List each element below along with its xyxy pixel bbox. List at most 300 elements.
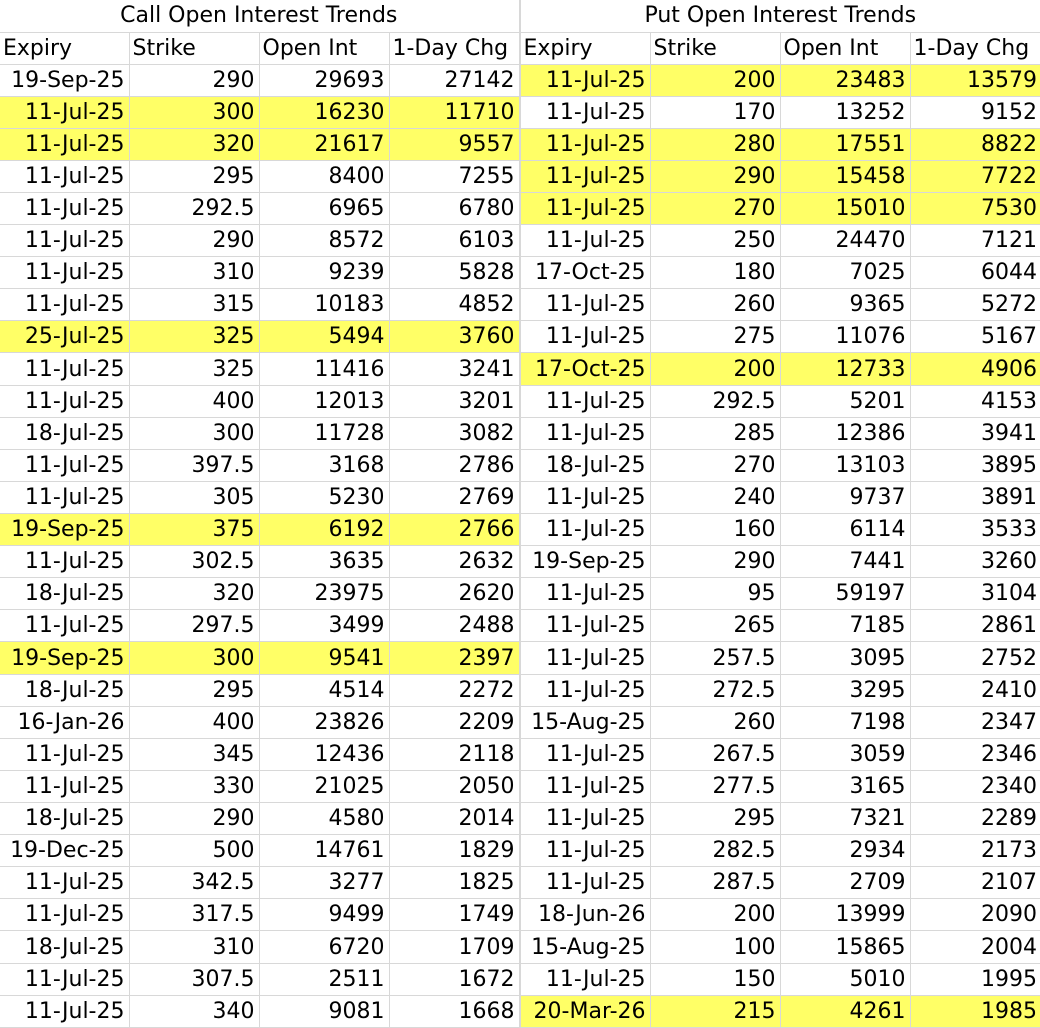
put-cell-1-day-chg[interactable]: 3260: [910, 546, 1040, 578]
put-cell-1-day-chg[interactable]: 13579: [910, 64, 1040, 96]
put-table-row: [520, 738, 1040, 770]
put-cell-expiry[interactable]: 11-Jul-25: [520, 289, 650, 321]
put-cell-strike[interactable]: 285: [650, 417, 780, 449]
put-cell-open-int[interactable]: 13103: [780, 449, 910, 481]
put-cell-strike[interactable]: 277.5: [650, 770, 780, 802]
call-cell-open-int[interactable]: 8572: [259, 225, 389, 257]
call-cell-expiry[interactable]: 16-Jan-26: [0, 706, 129, 738]
call-cell-open-int[interactable]: 23975: [259, 578, 389, 610]
put-cell-strike[interactable]: 270: [650, 449, 780, 481]
call-cell-open-int[interactable]: 3277: [259, 867, 389, 899]
put-cell-1-day-chg[interactable]: 5167: [910, 321, 1040, 353]
call-cell-1-day-chg[interactable]: 3201: [389, 385, 519, 417]
call-cell-strike[interactable]: 310: [129, 931, 259, 963]
call-cell-strike[interactable]: 342.5: [129, 867, 259, 899]
call-cell-1-day-chg[interactable]: 2786: [389, 449, 519, 481]
put-cell-strike[interactable]: 267.5: [650, 738, 780, 770]
put-cell-expiry[interactable]: 17-Oct-25: [520, 353, 650, 385]
put-cell-expiry[interactable]: 11-Jul-25: [520, 738, 650, 770]
put-cell-open-int[interactable]: 7441: [780, 546, 910, 578]
put-cell-strike[interactable]: 200: [650, 899, 780, 931]
put-cell-strike[interactable]: 100: [650, 931, 780, 963]
put-cell-open-int[interactable]: 24470: [780, 225, 910, 257]
put-header-strike[interactable]: Strike: [650, 32, 780, 64]
put-header-expiry[interactable]: Expiry: [520, 32, 650, 64]
call-header-1-day-chg[interactable]: 1-Day Chg: [389, 32, 519, 64]
put-cell-expiry[interactable]: 11-Jul-25: [520, 674, 650, 706]
call-table-row: [0, 353, 519, 385]
put-table-row: [520, 321, 1040, 353]
put-cell-expiry[interactable]: 11-Jul-25: [520, 385, 650, 417]
put-cell-expiry[interactable]: 11-Jul-25: [520, 160, 650, 192]
put-table-title: Put Open Interest Trends: [520, 0, 1040, 32]
call-cell-expiry[interactable]: 18-Jul-25: [0, 674, 129, 706]
put-table-row: [520, 835, 1040, 867]
put-cell-open-int[interactable]: 2934: [780, 835, 910, 867]
call-cell-1-day-chg[interactable]: 6780: [389, 192, 519, 224]
call-cell-strike[interactable]: 330: [129, 770, 259, 802]
call-cell-expiry[interactable]: 11-Jul-25: [0, 738, 129, 770]
put-cell-expiry[interactable]: 11-Jul-25: [520, 64, 650, 96]
call-cell-strike[interactable]: 340: [129, 995, 259, 1027]
put-cell-strike[interactable]: 240: [650, 481, 780, 513]
call-cell-1-day-chg[interactable]: 2272: [389, 674, 519, 706]
call-cell-strike[interactable]: 305: [129, 481, 259, 513]
call-cell-open-int[interactable]: 2511: [259, 963, 389, 995]
call-table-row: [0, 931, 519, 963]
call-cell-strike[interactable]: 310: [129, 257, 259, 289]
put-cell-open-int[interactable]: 15458: [780, 160, 910, 192]
call-cell-1-day-chg[interactable]: 2488: [389, 610, 519, 642]
call-cell-expiry[interactable]: 19-Dec-25: [0, 835, 129, 867]
call-cell-1-day-chg[interactable]: 1672: [389, 963, 519, 995]
call-cell-1-day-chg[interactable]: 7255: [389, 160, 519, 192]
put-cell-strike[interactable]: 282.5: [650, 835, 780, 867]
call-cell-open-int[interactable]: 11416: [259, 353, 389, 385]
put-table-row: [520, 128, 1040, 160]
call-cell-expiry[interactable]: 11-Jul-25: [0, 963, 129, 995]
put-table-row: [520, 867, 1040, 899]
put-cell-expiry[interactable]: 11-Jul-25: [520, 770, 650, 802]
call-cell-open-int[interactable]: 4580: [259, 803, 389, 835]
put-cell-open-int[interactable]: 7321: [780, 803, 910, 835]
put-cell-open-int[interactable]: 3165: [780, 770, 910, 802]
call-cell-expiry[interactable]: 11-Jul-25: [0, 128, 129, 160]
call-table-row: [0, 192, 519, 224]
call-cell-open-int[interactable]: 9541: [259, 642, 389, 674]
call-cell-1-day-chg[interactable]: 9557: [389, 128, 519, 160]
call-cell-expiry[interactable]: 18-Jul-25: [0, 931, 129, 963]
call-cell-expiry[interactable]: 11-Jul-25: [0, 899, 129, 931]
put-cell-expiry[interactable]: 11-Jul-25: [520, 803, 650, 835]
call-table-row: [0, 449, 519, 481]
put-cell-open-int[interactable]: 11076: [780, 321, 910, 353]
put-header-1-day-chg[interactable]: 1-Day Chg: [910, 32, 1040, 64]
call-cell-1-day-chg[interactable]: 1668: [389, 995, 519, 1027]
put-cell-expiry[interactable]: 11-Jul-25: [520, 642, 650, 674]
put-cell-strike[interactable]: 150: [650, 963, 780, 995]
call-cell-1-day-chg[interactable]: 2620: [389, 578, 519, 610]
call-cell-open-int[interactable]: 9499: [259, 899, 389, 931]
call-cell-expiry[interactable]: 11-Jul-25: [0, 867, 129, 899]
put-cell-strike[interactable]: 290: [650, 160, 780, 192]
put-cell-1-day-chg[interactable]: 8822: [910, 128, 1040, 160]
put-cell-1-day-chg[interactable]: 2090: [910, 899, 1040, 931]
call-cell-expiry[interactable]: 11-Jul-25: [0, 610, 129, 642]
call-cell-expiry[interactable]: 11-Jul-25: [0, 995, 129, 1027]
put-cell-1-day-chg[interactable]: 6044: [910, 257, 1040, 289]
put-cell-1-day-chg[interactable]: 2347: [910, 706, 1040, 738]
call-cell-expiry[interactable]: 19-Sep-25: [0, 514, 129, 546]
call-header-open-int[interactable]: Open Int: [259, 32, 389, 64]
put-cell-strike[interactable]: 95: [650, 578, 780, 610]
put-cell-open-int[interactable]: 3095: [780, 642, 910, 674]
put-cell-expiry[interactable]: 18-Jul-25: [520, 449, 650, 481]
put-cell-open-int[interactable]: 9365: [780, 289, 910, 321]
put-cell-1-day-chg[interactable]: 2752: [910, 642, 1040, 674]
put-cell-strike[interactable]: 292.5: [650, 385, 780, 417]
call-cell-1-day-chg[interactable]: 1829: [389, 835, 519, 867]
call-cell-expiry[interactable]: 18-Jul-25: [0, 578, 129, 610]
put-cell-open-int[interactable]: 59197: [780, 578, 910, 610]
call-cell-strike[interactable]: 375: [129, 514, 259, 546]
call-cell-open-int[interactable]: 9081: [259, 995, 389, 1027]
put-cell-1-day-chg[interactable]: 1985: [910, 995, 1040, 1027]
call-cell-strike[interactable]: 300: [129, 642, 259, 674]
call-cell-open-int[interactable]: 3168: [259, 449, 389, 481]
call-cell-1-day-chg[interactable]: 5828: [389, 257, 519, 289]
put-cell-strike[interactable]: 275: [650, 321, 780, 353]
put-cell-open-int[interactable]: 2709: [780, 867, 910, 899]
put-cell-open-int[interactable]: 15010: [780, 192, 910, 224]
call-cell-expiry[interactable]: 25-Jul-25: [0, 321, 129, 353]
call-cell-expiry[interactable]: 11-Jul-25: [0, 289, 129, 321]
call-cell-open-int[interactable]: 10183: [259, 289, 389, 321]
call-cell-open-int[interactable]: 6965: [259, 192, 389, 224]
put-table-row: [520, 931, 1040, 963]
put-header-open-int[interactable]: Open Int: [780, 32, 910, 64]
put-cell-expiry[interactable]: 11-Jul-25: [520, 963, 650, 995]
call-cell-expiry[interactable]: 19-Sep-25: [0, 642, 129, 674]
call-table-row: [0, 160, 519, 192]
put-cell-1-day-chg[interactable]: 7121: [910, 225, 1040, 257]
put-cell-expiry[interactable]: 11-Jul-25: [520, 514, 650, 546]
call-cell-strike[interactable]: 345: [129, 738, 259, 770]
call-cell-strike[interactable]: 400: [129, 706, 259, 738]
call-cell-strike[interactable]: 397.5: [129, 449, 259, 481]
call-table-row: [0, 321, 519, 353]
call-cell-strike[interactable]: 320: [129, 578, 259, 610]
call-table-row: [0, 642, 519, 674]
put-table-row: [520, 257, 1040, 289]
call-table-row: [0, 867, 519, 899]
put-cell-strike[interactable]: 215: [650, 995, 780, 1027]
call-cell-1-day-chg[interactable]: 4852: [389, 289, 519, 321]
call-cell-expiry[interactable]: 11-Jul-25: [0, 546, 129, 578]
call-cell-1-day-chg[interactable]: 1709: [389, 931, 519, 963]
put-table-row: [520, 225, 1040, 257]
call-cell-open-int[interactable]: 6192: [259, 514, 389, 546]
put-cell-expiry[interactable]: 11-Jul-25: [520, 835, 650, 867]
call-cell-strike[interactable]: 295: [129, 674, 259, 706]
call-cell-strike[interactable]: 290: [129, 803, 259, 835]
call-table-row: [0, 803, 519, 835]
put-cell-open-int[interactable]: 5010: [780, 963, 910, 995]
put-cell-open-int[interactable]: 12733: [780, 353, 910, 385]
put-cell-1-day-chg[interactable]: 2173: [910, 835, 1040, 867]
call-cell-open-int[interactable]: 5230: [259, 481, 389, 513]
call-table-title: Call Open Interest Trends: [0, 0, 519, 32]
call-cell-open-int[interactable]: 16230: [259, 96, 389, 128]
call-cell-expiry[interactable]: 18-Jul-25: [0, 417, 129, 449]
call-cell-expiry[interactable]: 11-Jul-25: [0, 160, 129, 192]
put-cell-1-day-chg[interactable]: 5272: [910, 289, 1040, 321]
put-cell-strike[interactable]: 265: [650, 610, 780, 642]
call-cell-open-int[interactable]: 8400: [259, 160, 389, 192]
call-table-row: [0, 64, 519, 96]
put-cell-open-int[interactable]: 7185: [780, 610, 910, 642]
put-table-row: [520, 963, 1040, 995]
call-cell-strike[interactable]: 325: [129, 353, 259, 385]
put-cell-open-int[interactable]: 15865: [780, 931, 910, 963]
call-cell-strike[interactable]: 320: [129, 128, 259, 160]
call-table-row: [0, 225, 519, 257]
call-cell-1-day-chg[interactable]: 2050: [389, 770, 519, 802]
call-cell-strike[interactable]: 302.5: [129, 546, 259, 578]
put-table-body: [520, 64, 1040, 1028]
call-cell-open-int[interactable]: 14761: [259, 835, 389, 867]
put-cell-strike[interactable]: 250: [650, 225, 780, 257]
put-cell-open-int[interactable]: 13252: [780, 96, 910, 128]
call-cell-1-day-chg[interactable]: 3760: [389, 321, 519, 353]
put-cell-open-int[interactable]: 23483: [780, 64, 910, 96]
put-cell-open-int[interactable]: 3295: [780, 674, 910, 706]
put-cell-expiry[interactable]: 20-Mar-26: [520, 995, 650, 1027]
call-table-row: [0, 514, 519, 546]
put-cell-open-int[interactable]: 13999: [780, 899, 910, 931]
put-cell-expiry[interactable]: 11-Jul-25: [520, 128, 650, 160]
call-table-row: [0, 610, 519, 642]
call-table-row: [0, 578, 519, 610]
call-cell-open-int[interactable]: 5494: [259, 321, 389, 353]
call-cell-1-day-chg[interactable]: 1749: [389, 899, 519, 931]
call-cell-expiry[interactable]: 11-Jul-25: [0, 225, 129, 257]
put-cell-1-day-chg[interactable]: 2004: [910, 931, 1040, 963]
call-cell-strike[interactable]: 295: [129, 160, 259, 192]
call-cell-strike[interactable]: 400: [129, 385, 259, 417]
put-table-row: [520, 417, 1040, 449]
put-cell-strike[interactable]: 200: [650, 353, 780, 385]
call-table-row: [0, 417, 519, 449]
put-cell-expiry[interactable]: 11-Jul-25: [520, 610, 650, 642]
call-cell-1-day-chg[interactable]: 6103: [389, 225, 519, 257]
call-cell-1-day-chg[interactable]: 2769: [389, 481, 519, 513]
put-cell-strike[interactable]: 290: [650, 546, 780, 578]
call-cell-strike[interactable]: 297.5: [129, 610, 259, 642]
call-table-row: [0, 995, 519, 1027]
put-cell-expiry[interactable]: 19-Sep-25: [520, 546, 650, 578]
put-table-row: [520, 64, 1040, 96]
put-table-row: [520, 610, 1040, 642]
call-cell-open-int[interactable]: 21617: [259, 128, 389, 160]
put-cell-1-day-chg[interactable]: 7530: [910, 192, 1040, 224]
put-table-row: [520, 899, 1040, 931]
put-table-row: [520, 803, 1040, 835]
call-cell-strike[interactable]: 500: [129, 835, 259, 867]
put-cell-expiry[interactable]: 15-Aug-25: [520, 931, 650, 963]
put-cell-1-day-chg[interactable]: 3891: [910, 481, 1040, 513]
call-cell-expiry[interactable]: 11-Jul-25: [0, 257, 129, 289]
call-cell-open-int[interactable]: 23826: [259, 706, 389, 738]
put-cell-1-day-chg[interactable]: 2289: [910, 803, 1040, 835]
call-cell-strike[interactable]: 300: [129, 96, 259, 128]
put-cell-expiry[interactable]: 11-Jul-25: [520, 225, 650, 257]
call-table-row: [0, 96, 519, 128]
call-cell-strike[interactable]: 317.5: [129, 899, 259, 931]
put-cell-open-int[interactable]: 6114: [780, 514, 910, 546]
call-cell-open-int[interactable]: 21025: [259, 770, 389, 802]
call-cell-1-day-chg[interactable]: 3082: [389, 417, 519, 449]
put-cell-expiry[interactable]: 11-Jul-25: [520, 96, 650, 128]
put-cell-1-day-chg[interactable]: 3941: [910, 417, 1040, 449]
call-cell-open-int[interactable]: 6720: [259, 931, 389, 963]
call-table-row: [0, 385, 519, 417]
put-table-row: [520, 770, 1040, 802]
put-cell-expiry[interactable]: 17-Oct-25: [520, 257, 650, 289]
call-table-row: [0, 738, 519, 770]
call-cell-open-int[interactable]: 4514: [259, 674, 389, 706]
call-cell-open-int[interactable]: 12436: [259, 738, 389, 770]
put-cell-1-day-chg[interactable]: 2346: [910, 738, 1040, 770]
call-cell-1-day-chg[interactable]: 2014: [389, 803, 519, 835]
put-table-row: [520, 353, 1040, 385]
call-cell-strike[interactable]: 290: [129, 64, 259, 96]
put-cell-strike[interactable]: 295: [650, 803, 780, 835]
put-cell-expiry[interactable]: 15-Aug-25: [520, 706, 650, 738]
put-cell-1-day-chg[interactable]: 2410: [910, 674, 1040, 706]
call-cell-open-int[interactable]: 29693: [259, 64, 389, 96]
put-cell-strike[interactable]: 260: [650, 289, 780, 321]
call-cell-1-day-chg[interactable]: 2118: [389, 738, 519, 770]
put-cell-expiry[interactable]: 11-Jul-25: [520, 321, 650, 353]
put-table-row: [520, 385, 1040, 417]
call-table-row: [0, 706, 519, 738]
put-cell-open-int[interactable]: 7025: [780, 257, 910, 289]
put-cell-strike[interactable]: 272.5: [650, 674, 780, 706]
put-table-row: [520, 449, 1040, 481]
put-cell-strike[interactable]: 270: [650, 192, 780, 224]
call-cell-1-day-chg[interactable]: 11710: [389, 96, 519, 128]
call-table-row: [0, 963, 519, 995]
call-cell-expiry[interactable]: 11-Jul-25: [0, 96, 129, 128]
call-cell-expiry[interactable]: 11-Jul-25: [0, 481, 129, 513]
put-cell-open-int[interactable]: 9737: [780, 481, 910, 513]
put-cell-1-day-chg[interactable]: 2861: [910, 610, 1040, 642]
put-cell-1-day-chg[interactable]: 2340: [910, 770, 1040, 802]
call-cell-strike[interactable]: 307.5: [129, 963, 259, 995]
put-cell-1-day-chg[interactable]: 4906: [910, 353, 1040, 385]
call-cell-strike[interactable]: 292.5: [129, 192, 259, 224]
put-cell-1-day-chg[interactable]: 4153: [910, 385, 1040, 417]
call-cell-expiry[interactable]: 18-Jul-25: [0, 803, 129, 835]
put-cell-1-day-chg[interactable]: 3104: [910, 578, 1040, 610]
call-cell-expiry[interactable]: 11-Jul-25: [0, 449, 129, 481]
call-table-row: [0, 899, 519, 931]
call-cell-expiry[interactable]: 11-Jul-25: [0, 192, 129, 224]
put-cell-open-int[interactable]: 7198: [780, 706, 910, 738]
call-cell-expiry[interactable]: 19-Sep-25: [0, 64, 129, 96]
put-cell-open-int[interactable]: 17551: [780, 128, 910, 160]
call-header-strike[interactable]: Strike: [129, 32, 259, 64]
put-cell-strike[interactable]: 170: [650, 96, 780, 128]
call-cell-strike[interactable]: 300: [129, 417, 259, 449]
put-table-row: [520, 546, 1040, 578]
call-cell-open-int[interactable]: 3499: [259, 610, 389, 642]
call-header-expiry[interactable]: Expiry: [0, 32, 129, 64]
put-cell-expiry[interactable]: 11-Jul-25: [520, 417, 650, 449]
put-table-row: [520, 514, 1040, 546]
put-cell-strike[interactable]: 180: [650, 257, 780, 289]
call-cell-open-int[interactable]: 11728: [259, 417, 389, 449]
put-cell-strike[interactable]: 160: [650, 514, 780, 546]
call-cell-expiry[interactable]: 11-Jul-25: [0, 385, 129, 417]
put-cell-strike[interactable]: 280: [650, 128, 780, 160]
call-cell-1-day-chg[interactable]: 3241: [389, 353, 519, 385]
call-cell-open-int[interactable]: 12013: [259, 385, 389, 417]
call-cell-1-day-chg[interactable]: 2397: [389, 642, 519, 674]
put-cell-expiry[interactable]: 11-Jul-25: [520, 867, 650, 899]
call-cell-1-day-chg[interactable]: 1825: [389, 867, 519, 899]
call-cell-open-int[interactable]: 9239: [259, 257, 389, 289]
put-table-row: [520, 674, 1040, 706]
put-cell-expiry[interactable]: 18-Jun-26: [520, 899, 650, 931]
put-table-row: [520, 481, 1040, 513]
put-cell-expiry[interactable]: 11-Jul-25: [520, 578, 650, 610]
put-table-row: [520, 160, 1040, 192]
call-cell-open-int[interactable]: 3635: [259, 546, 389, 578]
put-cell-1-day-chg[interactable]: 2107: [910, 867, 1040, 899]
call-table-row: [0, 674, 519, 706]
call-cell-1-day-chg[interactable]: 2209: [389, 706, 519, 738]
call-table-row: [0, 481, 519, 513]
put-cell-1-day-chg[interactable]: 3533: [910, 514, 1040, 546]
put-cell-expiry[interactable]: 11-Jul-25: [520, 192, 650, 224]
call-cell-expiry[interactable]: 11-Jul-25: [0, 770, 129, 802]
put-cell-strike[interactable]: 287.5: [650, 867, 780, 899]
put-cell-open-int[interactable]: 4261: [780, 995, 910, 1027]
call-cell-strike[interactable]: 315: [129, 289, 259, 321]
call-cell-1-day-chg[interactable]: 27142: [389, 64, 519, 96]
put-cell-1-day-chg[interactable]: 9152: [910, 96, 1040, 128]
put-cell-1-day-chg[interactable]: 7722: [910, 160, 1040, 192]
put-cell-expiry[interactable]: 11-Jul-25: [520, 481, 650, 513]
put-cell-strike[interactable]: 257.5: [650, 642, 780, 674]
call-cell-strike[interactable]: 290: [129, 225, 259, 257]
put-cell-strike[interactable]: 260: [650, 706, 780, 738]
put-cell-open-int[interactable]: 3059: [780, 738, 910, 770]
put-cell-1-day-chg[interactable]: 3895: [910, 449, 1040, 481]
call-cell-1-day-chg[interactable]: 2632: [389, 546, 519, 578]
put-cell-1-day-chg[interactable]: 1995: [910, 963, 1040, 995]
call-cell-1-day-chg[interactable]: 2766: [389, 514, 519, 546]
call-cell-expiry[interactable]: 11-Jul-25: [0, 353, 129, 385]
put-table-row: [520, 192, 1040, 224]
put-table-row: [520, 96, 1040, 128]
put-cell-open-int[interactable]: 5201: [780, 385, 910, 417]
call-cell-strike[interactable]: 325: [129, 321, 259, 353]
put-cell-strike[interactable]: 200: [650, 64, 780, 96]
put-cell-open-int[interactable]: 12386: [780, 417, 910, 449]
